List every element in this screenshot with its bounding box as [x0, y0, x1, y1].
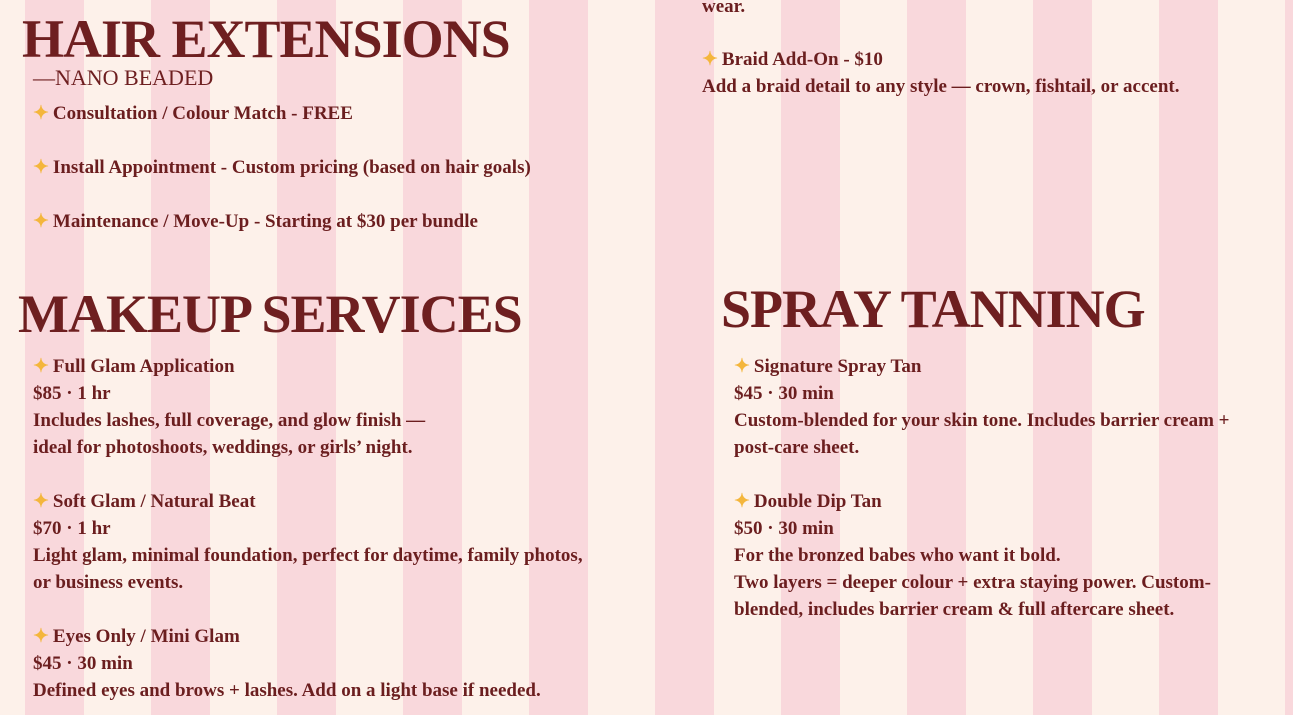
service-price: $45 · 30 min — [33, 653, 133, 674]
hair-item-label: Maintenance / Move-Up - Starting at $30 per bundle — [52, 211, 478, 232]
service-desc: Light glam, minimal foundation, perfect for daytime, family photos, — [33, 545, 583, 566]
service-name: Signature Spray Tan — [753, 356, 922, 377]
service-desc: Two layers = deeper colour + extra staying power. Custom- — [734, 572, 1211, 593]
service-name: Soft Glam / Natural Beat — [52, 491, 256, 512]
hair-item-label: Install Appointment - Custom pricing (based on hair goals) — [52, 157, 531, 178]
sparkles-icon: ✦ — [33, 103, 49, 124]
service-price: $70 · 1 hr — [33, 518, 111, 539]
braid-title: Braid Add-On - $10 — [721, 49, 883, 70]
makeup-services-title: MAKEUP SERVICES — [18, 284, 522, 344]
makeup-item — [33, 353, 425, 461]
braid-desc: Add a braid detail to any style — crown, fishtail, or accent. — [702, 76, 1180, 97]
service-price: $45 · 30 min — [734, 383, 834, 404]
sparkles-icon: ✦ — [734, 491, 750, 512]
sparkles-icon: ✦ — [33, 356, 49, 377]
previous-text-tail: wear. — [702, 0, 746, 17]
sparkles-icon: ✦ — [702, 49, 718, 70]
service-name: Eyes Only / Mini Glam — [52, 626, 240, 647]
sparkles-icon: ✦ — [33, 626, 49, 647]
sparkles-icon: ✦ — [33, 491, 49, 512]
service-desc: Includes lashes, full coverage, and glow finish — — [33, 410, 426, 431]
makeup-item — [33, 488, 583, 596]
hair-item — [33, 208, 478, 235]
service-price: $85 · 1 hr — [33, 383, 111, 404]
hair-item-label: Consultation / Colour Match - FREE — [52, 103, 353, 124]
hair-extensions-subtitle: —NANO BEADED — [33, 65, 214, 90]
service-name: Double Dip Tan — [753, 491, 882, 512]
service-desc: ideal for photoshoots, weddings, or girls’ night. — [33, 437, 413, 458]
hair-extensions-title: HAIR EXTENSIONS — [22, 9, 510, 69]
service-desc: Custom-blended for your skin tone. Includes barrier cream + — [734, 410, 1230, 431]
service-desc: blended, includes barrier cream & full aftercare sheet. — [734, 599, 1175, 620]
service-price: $50 · 30 min — [734, 518, 834, 539]
service-desc: Defined eyes and brows + lashes. Add on a light base if needed. — [33, 680, 541, 701]
hair-item — [33, 100, 353, 127]
service-desc: or business events. — [33, 572, 184, 593]
hair-item — [33, 154, 531, 181]
tan-item — [734, 353, 1230, 461]
sparkles-icon: ✦ — [33, 211, 49, 232]
makeup-item — [33, 623, 541, 704]
service-desc: For the bronzed babes who want it bold. — [734, 545, 1061, 566]
spray-tanning-title: SPRAY TANNING — [721, 279, 1145, 339]
service-name: Full Glam Application — [52, 356, 235, 377]
sparkles-icon: ✦ — [33, 157, 49, 178]
tan-item — [734, 488, 1211, 623]
braid-addon — [702, 46, 883, 73]
service-desc: post-care sheet. — [734, 437, 860, 458]
sparkles-icon: ✦ — [734, 356, 750, 377]
